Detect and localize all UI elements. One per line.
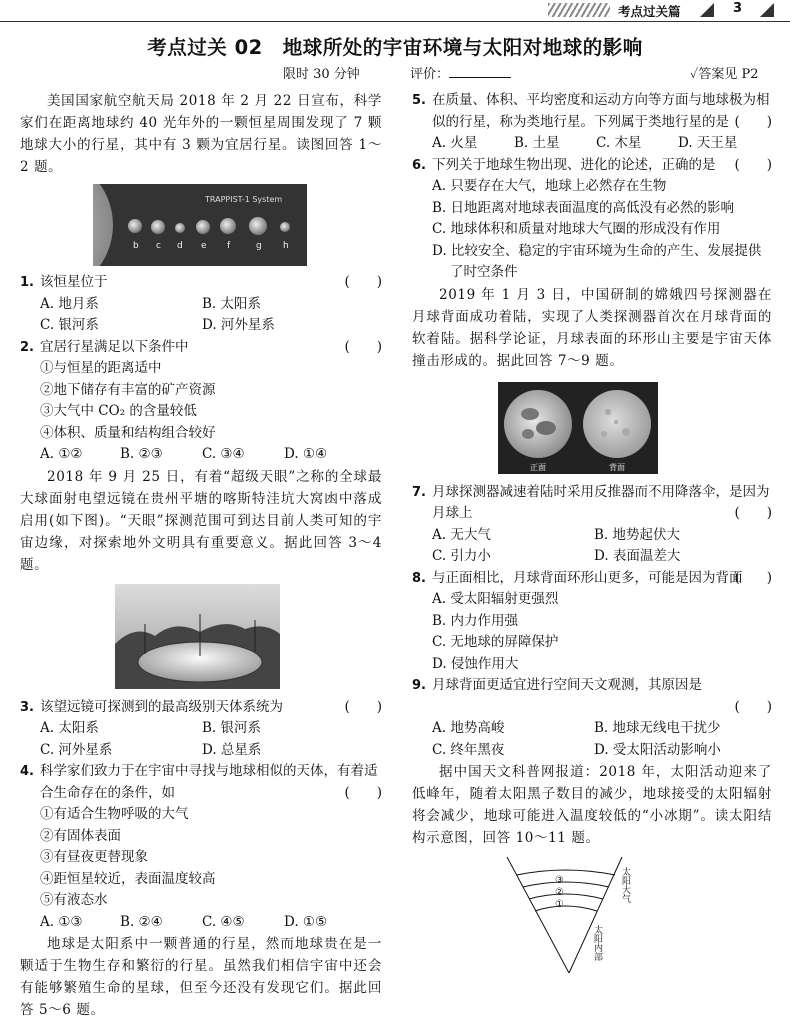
page-number: 3 (733, 1, 743, 16)
header-hatch (548, 3, 610, 17)
question-text: 在质量、体积、平均密度和运动方向等方面与地球极为相似的行星，称为类地行星。下列属于类地行星的是 (432, 92, 770, 130)
list-item: ⑤有液态水 (40, 892, 108, 908)
moon-label: 背面 (609, 462, 625, 472)
planet-label: g (256, 241, 262, 251)
option[interactable]: B. 地势起伏大 (594, 526, 681, 543)
layer-label: ① (555, 899, 564, 910)
list-item: ①有适合生物呼吸的大气 (40, 806, 189, 822)
option[interactable]: C. 终年黑夜 (432, 741, 505, 758)
list-item: ②有固体表面 (40, 827, 121, 844)
page-header (0, 0, 790, 22)
question-7 (412, 482, 772, 525)
intro-paragraph: 地球是太阳系中一颗普通的行星，然而地球贵在是一颗适于生物生存和繁衍的行星。虽然我们相信宇宙中还会有能够繁殖生命的星球，但至今还没有发现它们。据此回答 5～6 题。 (20, 936, 382, 1018)
outer-label: 太阳大气 (620, 867, 630, 903)
list-item: ④体积、质量和结构组合较好 (40, 424, 216, 441)
question-number: 7. (412, 484, 426, 500)
list-item: ③大气中 CO₂ 的含量较低 (40, 403, 197, 419)
option[interactable]: A. 太阳系 (40, 720, 99, 736)
score-label: 评价： (410, 67, 450, 82)
option[interactable]: B. 土星 (514, 135, 560, 151)
question-number: 5. (412, 93, 426, 108)
answer-blank[interactable]: ( ) (734, 569, 772, 586)
option[interactable]: A. 火星 (432, 135, 478, 151)
option[interactable]: C. 地球体积和质量对地球大气圈的形成没有作用 (432, 221, 721, 237)
option[interactable]: B. 内力作用强 (432, 612, 519, 629)
moon-figure (498, 382, 658, 474)
question-number: 8. (412, 570, 426, 586)
option[interactable]: A. 无大气 (432, 526, 491, 543)
question-text: 与正面相比，月球背面环形山更多，可能是因为背面 (432, 569, 743, 586)
list-item: ①与恒星的距离适中 (40, 360, 162, 376)
question-number: 3. (20, 699, 34, 715)
option[interactable]: B. ②④ (120, 913, 163, 930)
list-item: ③有昼夜更替现象 (40, 849, 148, 865)
planet (196, 220, 210, 234)
planet-label: f (227, 241, 231, 251)
option[interactable]: A. 受太阳辐射更强烈 (432, 591, 559, 607)
question-8 (412, 568, 772, 590)
planet-label: c (156, 241, 161, 251)
options (20, 912, 382, 934)
question-text: 科学家们致力于在宇宙中寻找与地球相似的天体，有着适合生命存在的条件，如 (40, 763, 378, 801)
option[interactable]: B. 太阳系 (202, 295, 262, 312)
question-number: 4. (20, 764, 34, 779)
question-3 (20, 697, 382, 719)
question-number: 6. (412, 157, 426, 173)
answer-blank[interactable]: ( ) (734, 113, 772, 130)
option[interactable]: D. 表面温差大 (594, 548, 681, 564)
planet (151, 220, 165, 234)
intro-paragraph: 据中国天文科普网报道：2018 年，太阳活动迎来了低峰年，随着太阳黑子数目的减少，地球接受的太阳辐射将会减少，地球可能进入温度较低的“小冰期”。读太阳结构示意图，回答 10～11 题。 (412, 764, 772, 846)
right-column (412, 90, 772, 975)
question-1 (20, 272, 382, 294)
question-text: 月球探测器减速着陆时采用反推器而不用降落伞，是因为月球上 (432, 483, 770, 521)
page-title: 考点过关 02 地球所处的宇宙环境与太阳对地球的影响 (147, 36, 643, 59)
intro-paragraph: 美国国家航空航天局 2018 年 2 月 22 日宣布，科学家们在距离地球约 40 光年外的一颗恒星周围发现了 7 颗地球大小的行星，其中有 3 颗为宜居行星。读图回答 1～2 题。 (20, 93, 382, 175)
options (20, 718, 382, 740)
question-2 (20, 337, 382, 359)
moon-far-side (583, 390, 651, 458)
option[interactable]: A. 地月系 (40, 295, 99, 312)
answer-blank[interactable]: ( ) (734, 505, 772, 521)
options (20, 315, 382, 337)
answer-blank[interactable]: ( ) (344, 338, 382, 355)
planet (128, 219, 142, 233)
options (412, 546, 772, 568)
option[interactable]: B. ②③ (120, 446, 163, 462)
options (20, 740, 382, 762)
option[interactable]: A. 地势高峻 (432, 720, 505, 736)
answer-ref-text: 答案见 P2 (698, 67, 759, 82)
planet-label: h (283, 241, 289, 251)
inner-label: 太阳内部 (592, 925, 602, 961)
options (412, 718, 772, 740)
option[interactable]: C. 无地球的屏障保护 (432, 634, 559, 650)
option[interactable]: D. 总星系 (202, 741, 262, 758)
list-item: ②地下储存有丰富的矿产资源 (40, 381, 216, 398)
answer-blank[interactable]: ( ) (734, 156, 772, 173)
question-text: 该望远镜可探测到的最高级别天体系统为 (40, 698, 283, 715)
trappist-figure (93, 184, 307, 266)
answer-blank[interactable]: ( ) (344, 698, 382, 715)
option[interactable]: C. 引力小 (432, 548, 491, 564)
option[interactable]: C. ④⑤ (202, 913, 245, 930)
option[interactable]: A. ①② (40, 446, 83, 462)
sun-structure-figure (497, 855, 647, 975)
answer-blank[interactable]: ( ) (344, 274, 382, 290)
moon-label: 正面 (530, 462, 546, 472)
planet (220, 218, 236, 234)
question-text: 宜居行星满足以下条件中 (40, 338, 189, 355)
header-triangle (760, 3, 774, 17)
option[interactable]: C. 银河系 (40, 317, 99, 333)
question-number: 1. (20, 275, 34, 290)
question-9 (412, 675, 772, 697)
layer-label: ③ (555, 875, 564, 886)
answer-row (412, 697, 772, 719)
option[interactable]: B. 日地距离对地球表面温度的高低没有必然的影响 (432, 199, 735, 216)
list-item: ④距恒星较近，表面温度较高 (40, 870, 216, 887)
layer-label: ② (555, 887, 564, 898)
question-text: 该恒星位于 (40, 274, 108, 290)
answer-ref (690, 63, 759, 82)
option[interactable]: D. 河外星系 (202, 317, 275, 333)
option[interactable]: D. 侵蚀作用大 (432, 655, 519, 672)
left-column (20, 90, 382, 1021)
question-4 (20, 761, 382, 804)
intro-paragraph: 2018 年 9 月 25 日，有着“超级天眼”之称的全球最大球面射电望远镜在贵州平塘的喀斯特洼坑大窝凼中落成启用(如下图)。“天眼”探测范围可到达目前人类可知的宇宙边缘，对探索地外文明具有重要意义。据此回答 3～4 题。 (20, 468, 382, 573)
section-label: 考点过关篇 (618, 4, 681, 19)
question-number: 2. (20, 339, 34, 355)
header-triangle (700, 3, 714, 17)
question-number: 9. (412, 678, 426, 693)
options (412, 740, 772, 762)
check-icon: ✓ (690, 67, 699, 82)
option[interactable]: D. 受太阳活动影响小 (594, 741, 721, 758)
time-limit: 限时 30 分钟 (283, 67, 360, 82)
fig-title: TRAPPIST-1 System (205, 195, 283, 204)
option[interactable]: C. 木星 (596, 135, 642, 151)
option[interactable]: D. ①④ (284, 446, 328, 462)
option[interactable]: B. 地球无线电干扰少 (594, 720, 721, 736)
option[interactable]: D. 天王星 (678, 135, 738, 151)
option[interactable]: A. ①③ (40, 913, 83, 930)
planet-label: e (201, 241, 207, 251)
options (20, 444, 382, 466)
option[interactable]: D. ①⑤ (284, 913, 328, 930)
planet (175, 223, 185, 233)
answer-blank[interactable]: ( ) (734, 698, 772, 715)
option[interactable]: C. 河外星系 (40, 741, 113, 758)
planet-label: b (133, 241, 139, 251)
question-5 (412, 90, 772, 133)
planet (249, 217, 267, 235)
options (412, 525, 772, 547)
question-6 (412, 155, 772, 177)
planet-label: d (177, 241, 183, 251)
question-text: 月球背面更适宜进行空间天文观测，其原因是 (432, 677, 702, 693)
option[interactable]: A. 只要存在大气，地球上必然存在生物 (432, 178, 667, 194)
option[interactable]: B. 银河系 (202, 720, 262, 736)
fast-telescope-figure (115, 584, 280, 689)
score-field[interactable] (410, 63, 511, 82)
planet (280, 222, 290, 232)
options (20, 294, 382, 316)
option[interactable]: D. 比较安全、稳定的宇宙环境为生命的产生、发展提供了时空条件 (432, 242, 762, 280)
intro-paragraph: 2019 年 1 月 3 日，中国研制的嫦娥四号探测器在月球背面成功着陆，实现了人类探测器首次在月球背面的软着陆。据科学论证，月球表面的环形山主要是宇宙天体撞击形成的。据此回答 7～9 题。 (412, 286, 772, 369)
option[interactable]: C. ③④ (202, 446, 245, 462)
options (412, 133, 772, 155)
answer-blank[interactable]: ( ) (344, 784, 382, 801)
question-text: 下列关于地球生物出现、进化的论述，正确的是 (432, 156, 716, 173)
